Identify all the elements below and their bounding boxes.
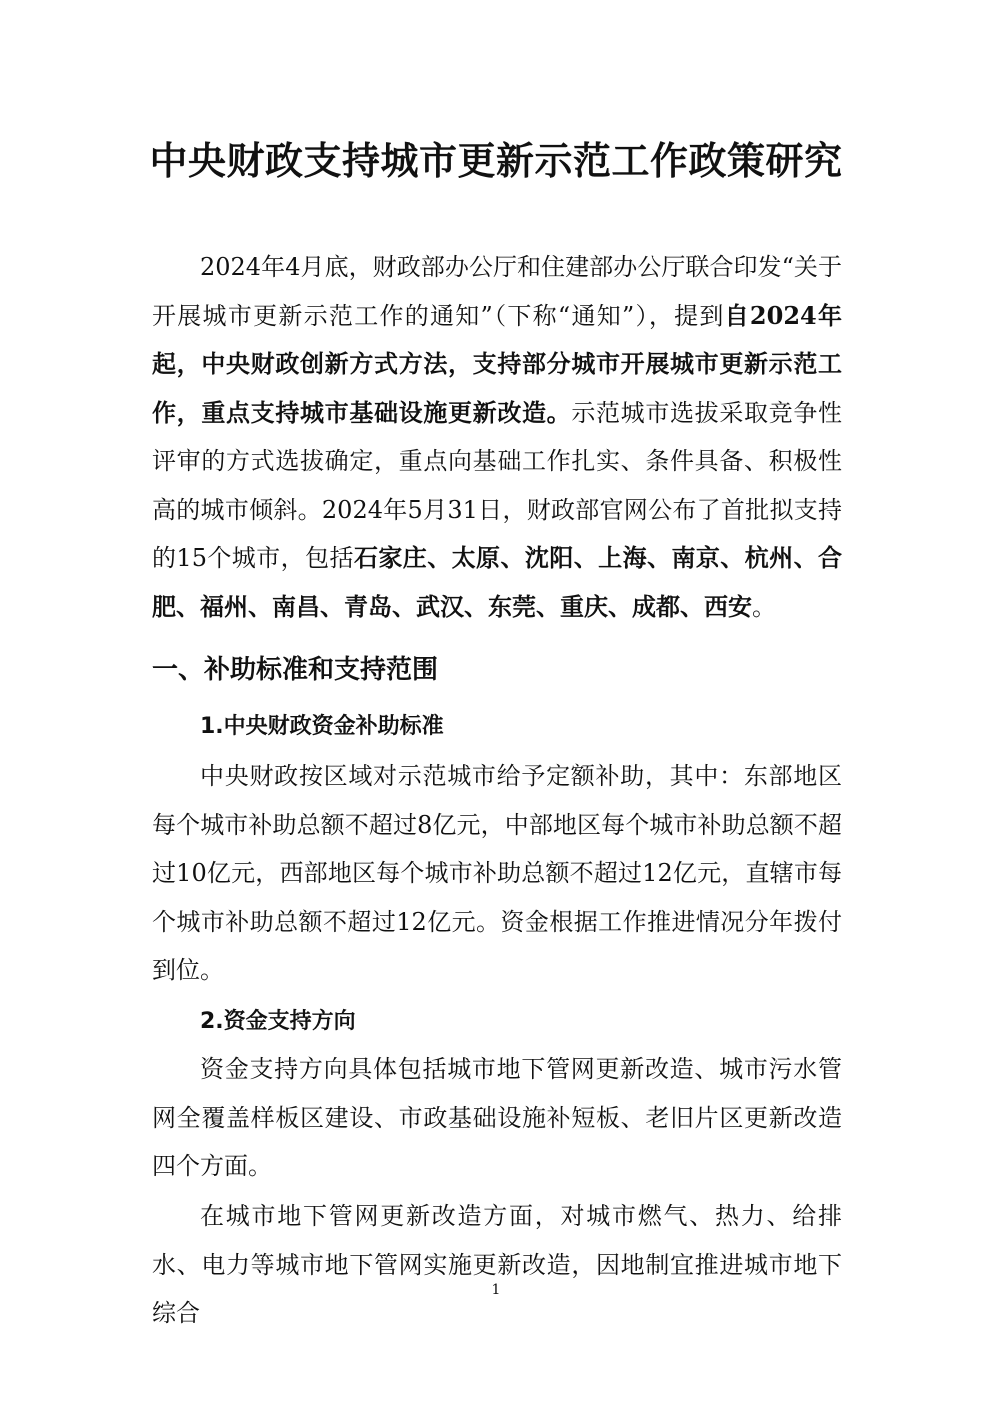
intro-text-1: 2024年4月底，财政部办公厅和住建部办公厅联合印发“关于开展城市更新示范工作的通知”（下称“通知”），提到 bbox=[152, 253, 842, 330]
intro-bold-statement: 自2024年起，中央财政创新方式方法，支持部分城市开展城市更新示范工作，重点支持城市基础设施更新改造。 bbox=[152, 300, 843, 427]
subsidy-standard-paragraph: 中央财政按区域对示范城市给予定额补助，其中：东部地区每个城市补助总额不超过8亿元，中部地区每个城市补助总额不超过10亿元，西部地区每个城市补助总额不超过12亿元，直辖市每个城市补助总额不超过12亿元。资金根据工作推进情况分年拨付到位。 bbox=[152, 762, 842, 984]
section-heading-1: 一、补助标准和支持范围 bbox=[152, 655, 439, 685]
document-title: 中央财政支持城市更新示范工作政策研究 bbox=[149, 139, 843, 183]
subsection-heading-1: 1.中央财政资金补助标准 bbox=[200, 714, 444, 739]
intro-text-end: 。 bbox=[752, 592, 776, 621]
intro-text-2: 示范城市选拔采取竞争性评审的方式选拔确定，重点向基础工作扎实、条件具备、积极性高的城市倾斜。2024年5月31日，财政部官网公布了首批拟支持的15个城市，包括 bbox=[152, 398, 843, 572]
city-list: 石家庄、太原、沈阳、上海、南京、杭州、合肥、福州、南昌、青岛、武汉、东莞、重庆、成都、西安 bbox=[152, 543, 842, 621]
funding-direction-paragraph: 资金支持方向具体包括城市地下管网更新改造、城市污水管网全覆盖样板区建设、市政基础设施补短板、老旧片区更新改造四个方面。 bbox=[152, 1055, 842, 1180]
intro-paragraph bbox=[152, 243, 842, 631]
pipeline-renewal-paragraph: 在城市地下管网更新改造方面，对城市燃气、热力、给排水、电力等城市地下管网实施更新改造，因地制宜推进城市地下综合 bbox=[152, 1202, 842, 1327]
page-number: 1 bbox=[491, 1282, 501, 1298]
subsection-heading-2: 2.资金支持方向 bbox=[200, 1009, 356, 1034]
